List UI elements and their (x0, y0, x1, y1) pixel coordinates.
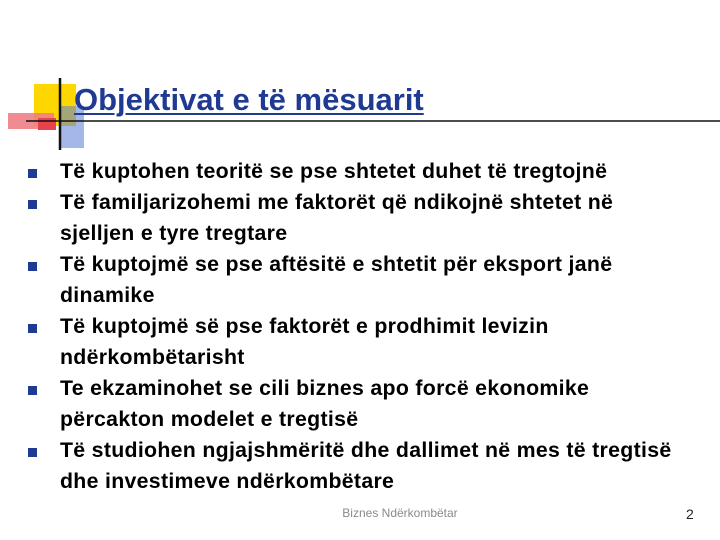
slide-title: Objektivat e të mësuarit (74, 82, 424, 117)
bullet-icon (28, 324, 37, 333)
bullet-text: Të familjarizohemi me faktorët që ndikojnë shtetet në sjelljen e tyre tregtare (60, 190, 614, 245)
bullet-text: Të kuptojmë se pse aftësitë e shtetit për eksport janë dinamike (60, 252, 613, 307)
bullet-icon (28, 448, 37, 457)
list-item (28, 373, 678, 435)
bullet-text: Të studiohen ngjajshmëritë dhe dallimet në mes të tregtisë dhe investimeve ndërkombëtare (60, 438, 672, 493)
list-item (28, 435, 678, 497)
bullet-icon (28, 200, 37, 209)
bullet-text: Te ekzaminohet se cili biznes apo forcë ekonomike përcakton modelet e tregtisë (60, 376, 590, 431)
list-item (28, 311, 678, 373)
footer-text: Biznes Ndërkombëtar (342, 506, 458, 520)
bullet-icon (28, 386, 37, 395)
bullet-text: Të kuptohen teoritë se pse shtetet duhet të tregtojnë (60, 159, 608, 183)
list-item (28, 187, 678, 249)
bullet-icon (28, 169, 37, 178)
list-item (28, 249, 678, 311)
bullet-text: Të kuptojmë së pse faktorët e prodhimit levizin ndërkombëtarisht (60, 314, 549, 369)
list-item (28, 156, 678, 187)
slide-number: 2 (686, 506, 694, 522)
bullet-list (28, 156, 678, 497)
decorative-logo-icon (0, 0, 720, 160)
bullet-icon (28, 262, 37, 271)
